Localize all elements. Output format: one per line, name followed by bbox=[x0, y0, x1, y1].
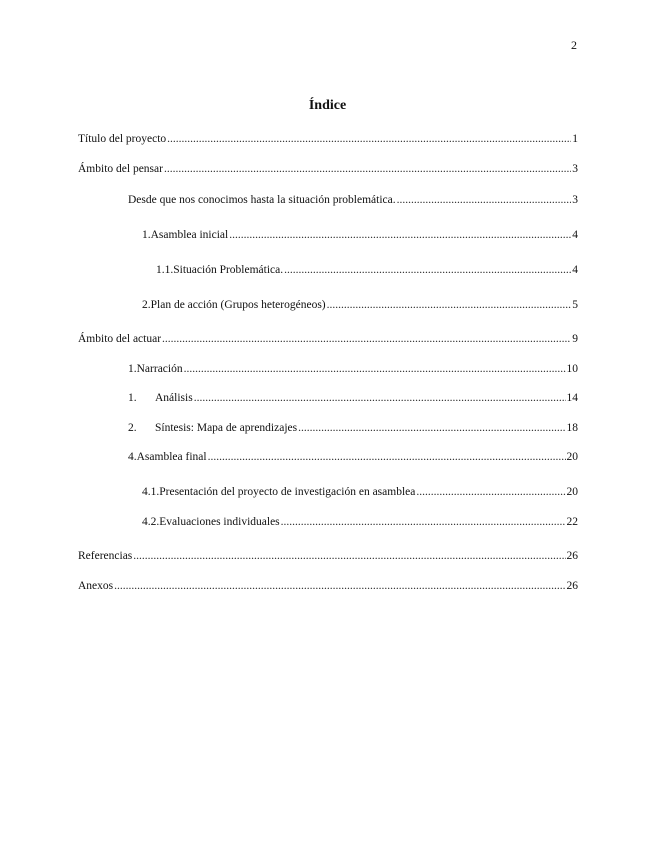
toc-entry-page: 4 bbox=[572, 264, 578, 276]
toc-entry-page: 20 bbox=[566, 486, 578, 498]
toc-entry-presentacion-proyecto[interactable] bbox=[142, 484, 578, 500]
toc-entry-desde-que-nos-conocimos[interactable] bbox=[128, 192, 578, 208]
toc-entry-page: 18 bbox=[566, 422, 578, 434]
toc-entry-page: 3 bbox=[572, 163, 578, 175]
dot-leader bbox=[114, 578, 565, 594]
toc-entry-ambito-pensar[interactable] bbox=[78, 161, 578, 177]
toc-entry-label: Desde que nos conocimos hasta la situación problemática. bbox=[128, 194, 396, 206]
page-number: 2 bbox=[571, 38, 577, 52]
toc-entry-number: 1.1. bbox=[156, 264, 174, 276]
dot-leader bbox=[229, 227, 571, 243]
toc-entry-number: 1. bbox=[128, 363, 137, 375]
toc-entry-plan-de-accion[interactable] bbox=[142, 297, 578, 313]
toc-entry-asamblea-final[interactable] bbox=[128, 449, 578, 465]
toc-entry-page: 14 bbox=[566, 392, 578, 404]
toc-entry-number: 4.2. bbox=[142, 516, 160, 528]
dot-leader bbox=[164, 161, 571, 177]
dot-leader bbox=[416, 484, 565, 500]
toc-entry-label: Referencias bbox=[78, 550, 133, 562]
toc-entry-page: 9 bbox=[572, 333, 578, 345]
toc-entry-page: 22 bbox=[566, 516, 578, 528]
toc-entry-ambito-actuar[interactable] bbox=[78, 331, 578, 347]
toc-entry-number: 4. bbox=[128, 451, 137, 463]
dot-leader bbox=[194, 390, 566, 406]
toc-entry-situacion-problematica[interactable] bbox=[156, 262, 578, 278]
dot-leader bbox=[133, 548, 565, 564]
toc-entry-label: Ámbito del actuar bbox=[78, 333, 162, 345]
toc-entry-label: Ámbito del pensar bbox=[78, 163, 163, 175]
toc-entry-label: Título del proyecto bbox=[78, 133, 167, 145]
toc-entry-asamblea-inicial[interactable] bbox=[142, 227, 578, 243]
toc-entry-page: 5 bbox=[572, 299, 578, 311]
toc-entry-label: Análisis bbox=[155, 392, 193, 404]
dot-leader bbox=[184, 361, 566, 377]
toc-entry-page: 20 bbox=[566, 451, 578, 463]
toc-entry-number: 4.1. bbox=[142, 486, 160, 498]
toc-entry-sintesis[interactable] bbox=[128, 420, 578, 436]
toc-entry-label: Narración bbox=[136, 363, 183, 375]
toc-entry-titulo-proyecto[interactable] bbox=[78, 131, 578, 147]
dot-leader bbox=[397, 192, 572, 208]
toc-entry-referencias[interactable] bbox=[78, 548, 578, 564]
toc-entry-label: Evaluaciones individuales bbox=[159, 516, 280, 528]
toc-entry-label: Asamblea final bbox=[136, 451, 207, 463]
dot-leader bbox=[208, 449, 566, 465]
toc-entry-number: 2. bbox=[142, 299, 151, 311]
toc-entry-label: Síntesis: Mapa de aprendizajes bbox=[155, 422, 298, 434]
dot-leader bbox=[167, 131, 571, 147]
toc-entry-number: 1. bbox=[142, 229, 151, 241]
toc-entry-page: 1 bbox=[572, 133, 578, 145]
toc-entry-page: 4 bbox=[572, 229, 578, 241]
toc-entry-label: Anexos bbox=[78, 580, 114, 592]
toc-entry-page: 3 bbox=[572, 194, 578, 206]
toc-entry-narracion[interactable] bbox=[128, 361, 578, 377]
toc-entry-number: 1. bbox=[128, 392, 137, 404]
toc-entry-label: Presentación del proyecto de investigación en asamblea bbox=[159, 486, 416, 498]
dot-leader bbox=[327, 297, 572, 313]
toc-entry-analisis[interactable] bbox=[128, 390, 578, 406]
dot-leader bbox=[162, 331, 571, 347]
toc-entry-label: Situación Problemática. bbox=[173, 264, 284, 276]
toc-entry-number: 2. bbox=[128, 422, 137, 434]
toc-entry-evaluaciones-individuales[interactable] bbox=[142, 514, 578, 530]
dot-leader bbox=[284, 262, 571, 278]
dot-leader bbox=[281, 514, 566, 530]
toc-entry-label: Asamblea inicial bbox=[150, 229, 229, 241]
toc-entry-label: Plan de acción (Grupos heterogéneos) bbox=[150, 299, 326, 311]
toc-entry-page: 26 bbox=[566, 580, 578, 592]
toc-entry-page: 26 bbox=[566, 550, 578, 562]
toc-entry-anexos[interactable] bbox=[78, 578, 578, 594]
toc-entry-page: 10 bbox=[566, 363, 578, 375]
dot-leader bbox=[298, 420, 565, 436]
page-title: Índice bbox=[308, 98, 347, 113]
